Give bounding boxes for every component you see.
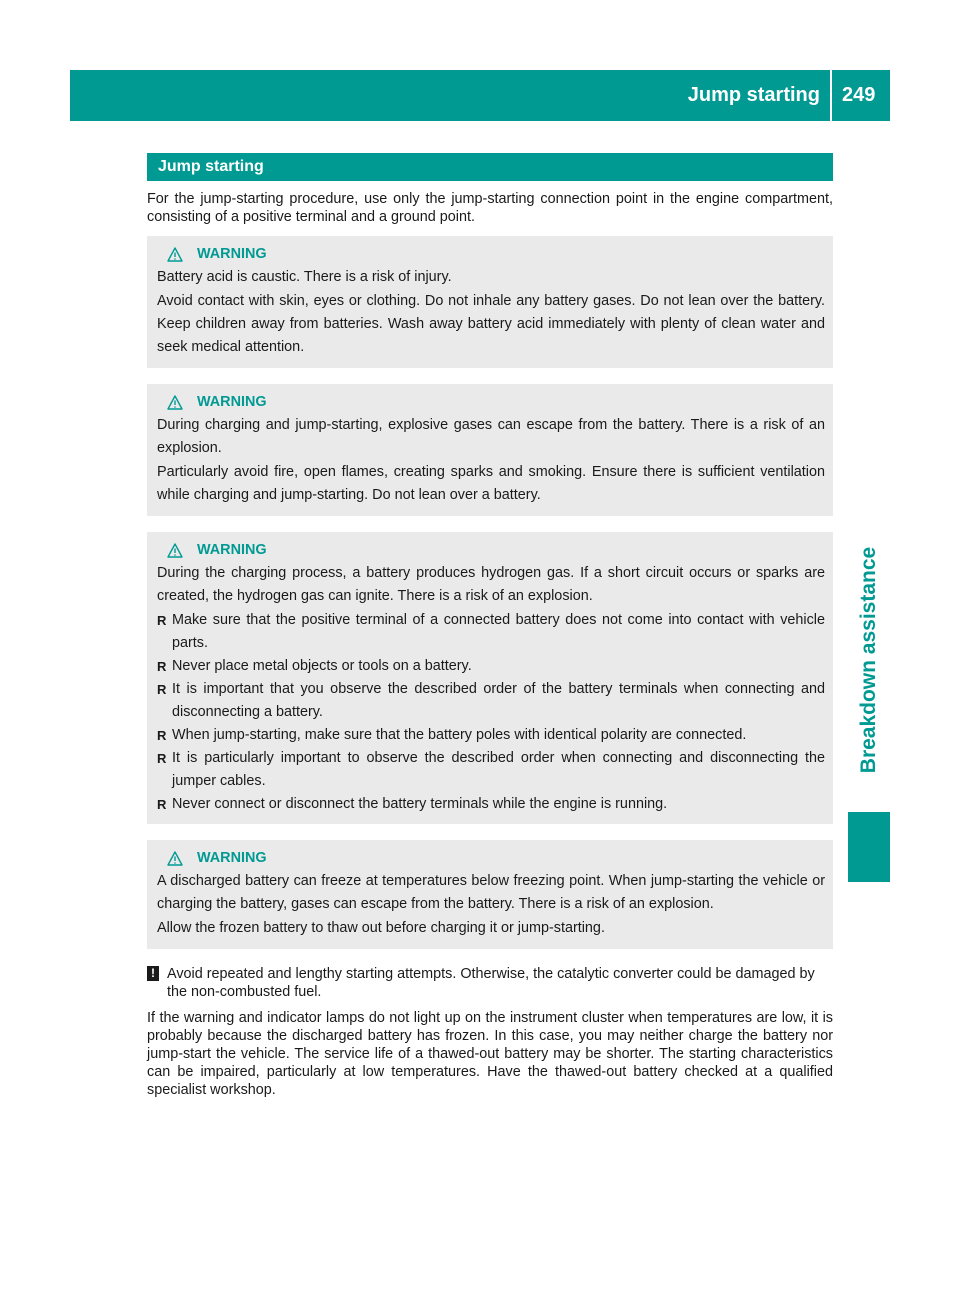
list-item [157, 655, 825, 678]
warning-label: WARNING [197, 850, 267, 866]
warning-text: Particularly avoid fire, open flames, creating sparks and smoking. Ensure there is sufficient ventilation while charging and jump-starting. Do not lean over a battery. [157, 464, 825, 503]
warning-text: Battery acid is caustic. There is a risk of injury. [157, 269, 452, 285]
header-separator [830, 70, 832, 121]
bullet-marker: R [157, 797, 167, 812]
warning-label: WARNING [197, 542, 267, 558]
warning-box-4 [147, 840, 833, 949]
page-content [147, 153, 833, 1109]
warning-text: Allow the frozen battery to thaw out before charging it or jump-starting. [157, 920, 605, 936]
warning-label: WARNING [197, 246, 267, 262]
warning-header [167, 540, 825, 560]
list-item-text: When jump-starting, make sure that the battery poles with identical polarity are connected. [172, 727, 747, 743]
warning-box-3 [147, 532, 833, 824]
page-number: 249 [842, 84, 876, 106]
header-title: Jump starting [687, 84, 820, 106]
section-title: Jump starting [147, 153, 833, 181]
warning-label: WARNING [197, 394, 267, 410]
list-item-text: It is important that you observe the described order of the battery terminals when connecting and disconnecting a battery. [172, 681, 825, 720]
list-item [157, 793, 825, 816]
list-item-text: It is particularly important to observe the described order when connecting and disconnecting the jumper cables. [172, 750, 825, 789]
warning-triangle-icon [167, 543, 183, 558]
side-tab-marker [848, 812, 890, 882]
warning-box-1 [147, 236, 833, 368]
warning-text: During charging and jump-starting, explosive gases can escape from the battery. There is a risk of an explosion. [157, 417, 825, 456]
exclamation-icon: ! [147, 966, 159, 981]
bullet-marker: R [157, 728, 167, 743]
warning-box-2 [147, 384, 833, 516]
list-item [157, 724, 825, 747]
side-tab-label: Breakdown assistance [857, 546, 880, 774]
notice-text: Avoid repeated and lengthy starting attempts. Otherwise, the catalytic converter could be damaged by the non-combusted fuel. [167, 966, 815, 1000]
warning-triangle-icon [167, 851, 183, 866]
side-tab [848, 530, 890, 790]
list-item [157, 609, 825, 655]
bullet-marker: R [157, 751, 167, 766]
warning-text: A discharged battery can freeze at temperatures below freezing point. When jump-starting the vehicle or charging the battery, gases can escape from the battery. There is a risk of an explosion. [157, 873, 825, 912]
list-item-text: Make sure that the positive terminal of a connected battery does not come into contact with vehicle parts. [172, 612, 825, 651]
header-band [70, 70, 890, 121]
list-item [157, 747, 825, 793]
warning-header [167, 848, 825, 868]
bullet-marker: R [157, 682, 167, 697]
list-item-text: Never place metal objects or tools on a battery. [172, 658, 472, 674]
warning-triangle-icon [167, 247, 183, 262]
warning-text: Avoid contact with skin, eyes or clothing. Do not inhale any battery gases. Do not lean over the battery. Keep children away from batteries. Wash away battery acid immediately with plenty of clean water and seek medical attention. [157, 293, 825, 355]
warning-header [167, 244, 825, 264]
bullet-marker: R [157, 659, 167, 674]
list-item [157, 678, 825, 724]
intro-paragraph: For the jump-starting procedure, use only the jump-starting connection point in the engine compartment, consisting of a positive terminal and a ground point. [147, 191, 833, 225]
list-item-text: Never connect or disconnect the battery terminals while the engine is running. [172, 796, 668, 812]
closing-paragraph: If the warning and indicator lamps do not light up on the instrument cluster when temperatures are low, it is probably because the discharged battery has frozen. In this case, you may neither charge the battery nor jump-start the vehicle. The service life of a thawed-out battery may be shorter. The starting characteristics can be impaired, particularly at low temperatures. Have the thawed-out battery checked at a qualified specialist workshop. [147, 1010, 833, 1098]
warning-triangle-icon [167, 395, 183, 410]
warning-header [167, 392, 825, 412]
notice [147, 965, 833, 1001]
warning-bullet-list [157, 609, 825, 816]
warning-text: During the charging process, a battery produces hydrogen gas. If a short circuit occurs or sparks are created, the hydrogen gas can ignite. There is a risk of an explosion. [157, 565, 825, 604]
bullet-marker: R [157, 613, 167, 628]
